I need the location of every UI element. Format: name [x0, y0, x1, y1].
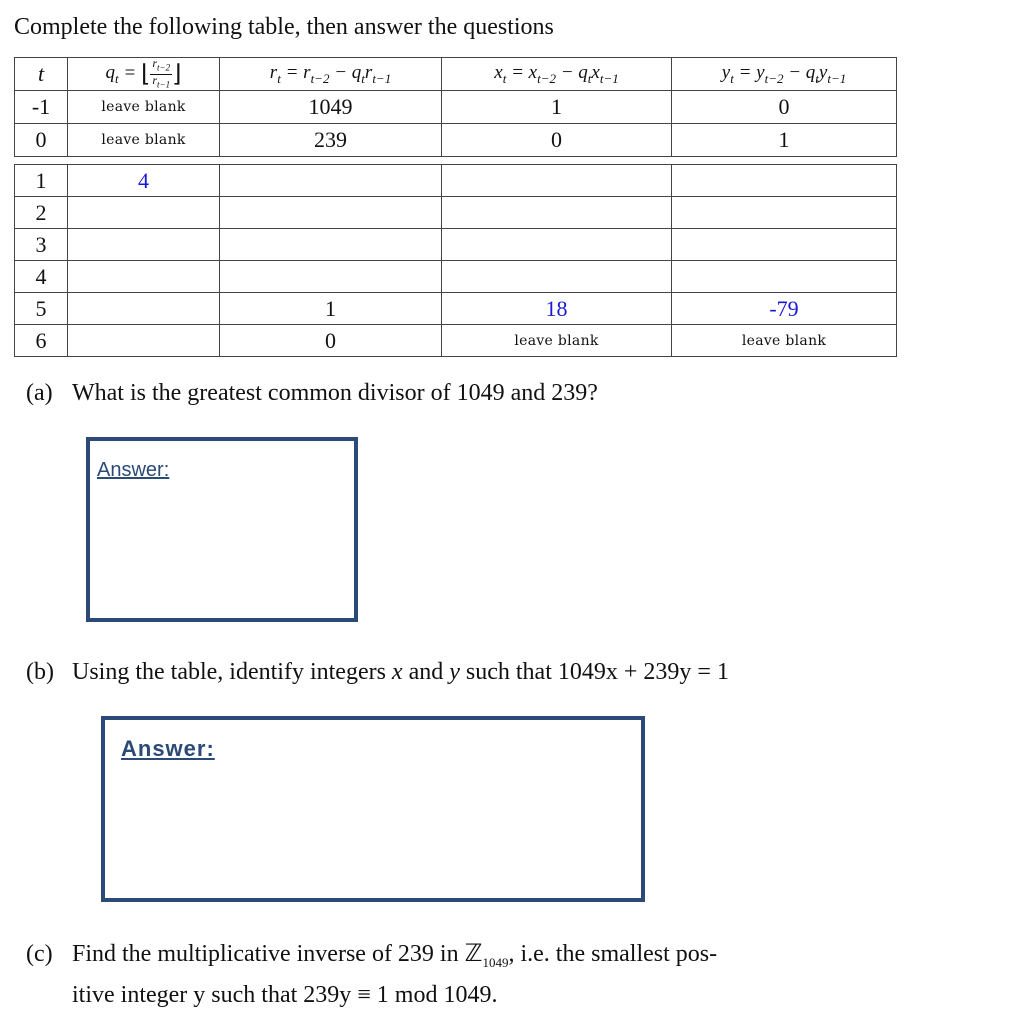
- table-row: [15, 261, 897, 293]
- cell-y[interactable]: [672, 165, 897, 197]
- question-text: Using the table, identify integers: [72, 659, 386, 685]
- cell-t: 1: [15, 165, 68, 197]
- cell-t: 2: [15, 197, 68, 229]
- cell-q[interactable]: [68, 293, 220, 325]
- question-text: itive integer y such that 239y ≡ 1 mod 1049.: [72, 981, 498, 1008]
- table-row: [15, 165, 897, 197]
- cell-r[interactable]: [220, 165, 442, 197]
- cell-y[interactable]: [672, 261, 897, 293]
- cell-r[interactable]: [220, 261, 442, 293]
- cell-q[interactable]: [68, 261, 220, 293]
- answer-label: Answer:: [121, 736, 215, 761]
- cell-t: -1: [15, 91, 68, 124]
- cell-q[interactable]: [68, 197, 220, 229]
- cell-x: 1: [442, 91, 672, 124]
- var-x: x: [391, 659, 403, 685]
- cell-q[interactable]: [68, 325, 220, 357]
- table-row: [15, 229, 897, 261]
- cell-y: 1: [672, 124, 897, 157]
- header-r: $r_t = r_{t-2} - q_tr_{t-1}$: [220, 58, 442, 91]
- cell-r[interactable]: [220, 197, 442, 229]
- table-row: [15, 197, 897, 229]
- question-text: and: [408, 659, 444, 685]
- cell-y: -79: [672, 293, 897, 325]
- question-b: [26, 659, 729, 686]
- answer-box-a[interactable]: [86, 437, 358, 622]
- cell-x[interactable]: [442, 229, 672, 261]
- question-text: What is the greatest common divisor of 1049 and 239?: [72, 380, 598, 406]
- question-label: (b): [26, 659, 54, 685]
- cell-x[interactable]: [442, 165, 672, 197]
- table-header-row: [15, 58, 897, 91]
- question-c: [26, 938, 717, 1011]
- instructions-heading: Complete the following table, then answer the questions: [14, 14, 554, 40]
- cell-r[interactable]: [220, 229, 442, 261]
- header-y: $y_t = y_{t-2} - q_ty_{t-1}$: [672, 58, 897, 91]
- var-y: y: [449, 659, 460, 685]
- cell-t: 4: [15, 261, 68, 293]
- answer-label: Answer:: [97, 459, 170, 481]
- header-t: t: [15, 58, 68, 91]
- cell-t: 6: [15, 325, 68, 357]
- cell-y[interactable]: [672, 229, 897, 261]
- question-text: Find the multiplicative inverse of 239 in ℤ: [72, 941, 483, 967]
- cell-t: 0: [15, 124, 68, 157]
- cell-q: leave blank: [68, 124, 220, 157]
- cell-t: 3: [15, 229, 68, 261]
- euclid-table-bottom: [14, 164, 896, 357]
- cell-q[interactable]: [68, 229, 220, 261]
- cell-x: leave blank: [442, 325, 672, 357]
- cell-q: leave blank: [68, 91, 220, 124]
- euclid-table-top: [14, 57, 896, 157]
- cell-t: 5: [15, 293, 68, 325]
- cell-y: leave blank: [672, 325, 897, 357]
- cell-y: 0: [672, 91, 897, 124]
- table-row: [15, 293, 897, 325]
- cell-x: 0: [442, 124, 672, 157]
- cell-x[interactable]: [442, 261, 672, 293]
- table-row: [15, 91, 897, 124]
- cell-r: 239: [220, 124, 442, 157]
- question-a: [26, 380, 598, 407]
- answer-box-b[interactable]: [101, 716, 645, 902]
- question-label: (a): [26, 380, 53, 406]
- cell-r: 0: [220, 325, 442, 357]
- cell-y[interactable]: [672, 197, 897, 229]
- question-text: , i.e. the smallest pos-: [508, 941, 718, 967]
- question-text: such that 1049x + 239y = 1: [465, 659, 729, 685]
- header-q: $q_t$ = ⌊ $\frac{r_{t-2}}{r_{t-1}}$ ⌋: [68, 58, 220, 91]
- cell-q[interactable]: 4: [68, 165, 220, 197]
- cell-r: 1049: [220, 91, 442, 124]
- header-x: $x_t = x_{t-2} - q_tx_{t-1}$: [442, 58, 672, 91]
- question-label: (c): [26, 941, 53, 967]
- cell-x[interactable]: [442, 197, 672, 229]
- modulus-subscript: 1049: [482, 954, 509, 970]
- table-row: [15, 325, 897, 357]
- cell-r: 1: [220, 293, 442, 325]
- cell-x: 18: [442, 293, 672, 325]
- table-row: [15, 124, 897, 157]
